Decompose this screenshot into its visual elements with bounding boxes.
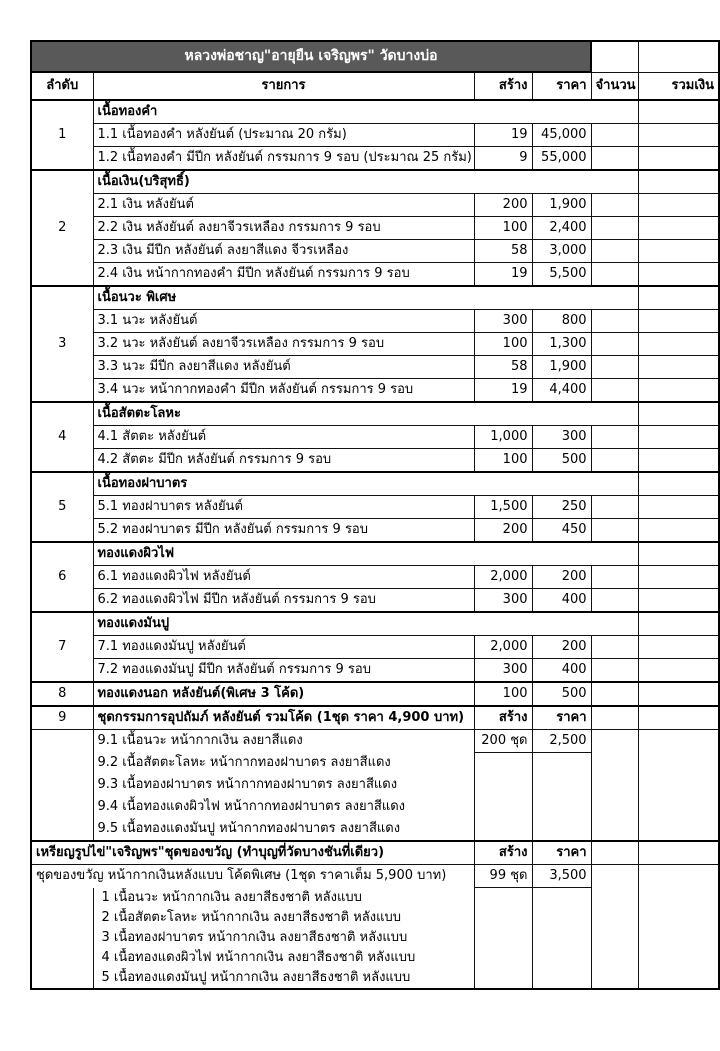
item-row — [31, 263, 719, 287]
made-cell: 200 — [474, 519, 532, 543]
total-cell — [638, 263, 719, 287]
category-row — [31, 841, 719, 865]
total-cell — [638, 865, 719, 989]
quantity-cell — [591, 682, 638, 706]
total-cell — [638, 41, 719, 72]
made-cell: 100 — [474, 449, 532, 473]
price-cell: 800 — [532, 310, 591, 333]
made-cell: 300 — [474, 659, 532, 683]
quantity-cell — [591, 124, 638, 147]
category-row — [31, 472, 719, 496]
total-cell — [638, 356, 719, 379]
made-cell: 1,000 — [474, 426, 532, 449]
total-cell — [638, 402, 719, 426]
price-cell: 500 — [532, 449, 591, 473]
category-row — [31, 170, 719, 194]
order-cell: 2 — [31, 170, 93, 286]
title-row — [31, 41, 719, 72]
price-cell: 5,500 — [532, 263, 591, 287]
category-cell: ทองแดงมันปู — [93, 612, 638, 636]
total-cell — [638, 706, 719, 730]
item-label-cell: 3.1 นวะ หลังยันต์ — [93, 310, 474, 333]
column-header: รวมเงิน — [638, 72, 719, 100]
column-header: สร้าง — [474, 72, 532, 100]
item-label-cell: 4.2 สัตตะ มีปีก หลังยันต์ กรรมการ 9 รอบ — [93, 449, 474, 473]
total-cell — [638, 472, 719, 496]
item-label-cell: 3.4 นวะ หน้ากากทองคำ มีปีก หลังยันต์ กรรมการ 9 รอบ — [93, 379, 474, 403]
total-cell — [638, 426, 719, 449]
made-cell: 99 ชุด — [474, 865, 532, 888]
item-label-cell: 7.1 ทองแดงมันปู หลังยันต์ — [93, 636, 474, 659]
order-cell — [31, 730, 93, 842]
order-cell — [31, 888, 93, 989]
item-row — [31, 636, 719, 659]
item-label-cell: 9.1 เนื้อนวะ หน้ากากเงิน ลงยาสีแดง 9.2 เนื้อสัตตะโลหะ หน้ากากทองฝาบาตร ลงยาสีแดง 9.3 เนื้อทองฝาบาตร หน้ากากทองฝาบาตร ลงยาสีแดง 9.4 เนื้อทองแดงผิวไฟ หน้ากากทองฝาบาตร ลงยาสีแดง 9.5 เนื้อทองแดงมันปู หน้ากากทองฝาบาตร ลงยาสีแดง — [93, 730, 474, 842]
item-label-cell: 1 เนื้อนวะ หน้ากากเงิน ลงยาสีธงชาติ หลังแบบ 2 เนื้อสัตตะโลหะ หน้ากากเงิน ลงยาสีธงชาติ หลังแบบ 3 เนื้อทองฝาบาตร หน้ากากเงิน ลงยาสีธงชาติ หลังแบบ 4 เนื้อทองแดงผิวไฟ หน้ากากเงิน ลงยาสีธงชาติ หลังแบบ 5 เนื้อทองแดงมันปู หน้ากากเงิน ลงยาสีธงชาติ หลังแบบ — [93, 888, 474, 989]
item-label-cell: 3.2 นวะ หลังยันต์ ลงยาจีวรเหลือง กรรมการ 9 รอบ — [93, 333, 474, 356]
quantity-cell — [591, 41, 638, 72]
price-header-cell: ราคา — [532, 841, 591, 865]
price-cell: 3,000 — [532, 240, 591, 263]
quantity-cell — [591, 865, 638, 989]
item-row — [31, 310, 719, 333]
order-cell: 4 — [31, 402, 93, 472]
item-label-cell: 7.2 ทองแดงมันปู มีปีก หลังยันต์ กรรมการ 9 รอบ — [93, 659, 474, 683]
category-row — [31, 706, 719, 730]
quantity-cell — [591, 449, 638, 473]
price-cell: 2,400 — [532, 217, 591, 240]
column-header: ราคา — [532, 72, 591, 100]
total-cell — [638, 333, 719, 356]
made-header-cell: สร้าง — [474, 706, 532, 730]
item-label-cell: 3.3 นวะ มีปีก ลงยาสีแดง หลังยันต์ — [93, 356, 474, 379]
item-row — [31, 589, 719, 613]
made-header-cell: สร้าง — [474, 841, 532, 865]
category-cell: เนื้อเงิน(บริสุทธิ์) — [93, 170, 638, 194]
quantity-cell — [591, 194, 638, 217]
total-cell — [638, 100, 719, 124]
quantity-cell — [591, 636, 638, 659]
price-cell: 45,000 — [532, 124, 591, 147]
price-cell: 450 — [532, 519, 591, 543]
total-cell — [638, 636, 719, 659]
category-row — [31, 286, 719, 310]
item-row — [31, 356, 719, 379]
total-cell — [638, 841, 719, 865]
price-cell: 1,900 — [532, 356, 591, 379]
made-cell: 19 — [474, 379, 532, 403]
total-cell — [638, 310, 719, 333]
item-label-cell: 1.1 เนื้อทองคำ หลังยันต์ (ประมาณ 20 กรัม) — [93, 124, 474, 147]
made-cell: 58 — [474, 356, 532, 379]
total-cell — [638, 566, 719, 589]
made-cell: 300 — [474, 310, 532, 333]
item-label-cell: 5.1 ทองฝาบาตร หลังยันต์ — [93, 496, 474, 519]
price-cell: 200 — [532, 566, 591, 589]
item-row — [31, 566, 719, 589]
item-label-cell: 2.1 เงิน หลังยันต์ — [93, 194, 474, 217]
price-cell: 500 — [532, 682, 591, 706]
quantity-cell — [591, 706, 638, 730]
column-header: จำนวน — [591, 72, 638, 100]
order-cell: 3 — [31, 286, 93, 402]
category-cell: เนื้อทองฝาบาตร — [93, 472, 638, 496]
price-cell: 1,300 — [532, 333, 591, 356]
made-cell: 1,500 — [474, 496, 532, 519]
item-label-cell: 4.1 สัตตะ หลังยันต์ — [93, 426, 474, 449]
item-label-cell: 5.2 ทองฝาบาตร มีปีก หลังยันต์ กรรมการ 9 รอบ — [93, 519, 474, 543]
total-cell — [638, 194, 719, 217]
order-cell: 5 — [31, 472, 93, 542]
price-cell: 4,400 — [532, 379, 591, 403]
made-cell: 58 — [474, 240, 532, 263]
item-row — [31, 194, 719, 217]
price-cell: 2,500 — [532, 730, 591, 753]
sheet-title: หลวงพ่อชาญ"อายุยืน เจริญพร" วัดบางบ่อ — [31, 41, 591, 72]
price-cell: 300 — [532, 426, 591, 449]
item-row — [31, 519, 719, 543]
made-cell: 100 — [474, 333, 532, 356]
quantity-cell — [591, 217, 638, 240]
total-cell — [638, 449, 719, 473]
item-label-cell: ชุดของขวัญ หน้ากากเงินหลังแบบ โค้ดพิเศษ (1ชุด ราคาเต็ม 5,900 บาท) — [31, 865, 474, 888]
section-title-cell: เหรียญรูปไข่"เจริญพร"ชุดของขวัญ (ทำบุญที่วัดบางชันที่เดียว) — [31, 841, 474, 865]
item-label-cell: 2.3 เงิน มีปีก หลังยันต์ ลงยาสีแดง จีวรเหลือง — [93, 240, 474, 263]
price-cell: 400 — [532, 589, 591, 613]
item-row — [31, 496, 719, 519]
quantity-cell — [591, 310, 638, 333]
column-header: รายการ — [93, 72, 474, 100]
total-cell — [638, 124, 719, 147]
total-cell — [638, 170, 719, 194]
item-row — [31, 865, 719, 888]
total-cell — [638, 612, 719, 636]
price-cell — [532, 888, 591, 989]
total-cell — [638, 286, 719, 310]
price-table — [30, 40, 720, 990]
total-cell — [638, 730, 719, 842]
made-cell: 200 ชุด — [474, 730, 532, 753]
price-cell — [532, 753, 591, 841]
total-cell — [638, 217, 719, 240]
category-row — [31, 402, 719, 426]
made-cell: 9 — [474, 147, 532, 171]
total-cell — [638, 542, 719, 566]
price-cell: 400 — [532, 659, 591, 683]
item-row — [31, 682, 719, 706]
item-row — [31, 379, 719, 403]
item-row — [31, 730, 719, 753]
total-cell — [638, 682, 719, 706]
item-label-cell: 6.2 ทองแดงผิวไฟ มีปีก หลังยันต์ กรรมการ 9 รอบ — [93, 589, 474, 613]
price-cell: 55,000 — [532, 147, 591, 171]
made-cell: 19 — [474, 124, 532, 147]
order-cell: 8 — [31, 682, 93, 706]
quantity-cell — [591, 519, 638, 543]
quantity-cell — [591, 147, 638, 171]
order-cell: 1 — [31, 100, 93, 170]
item-label-cell: 1.2 เนื้อทองคำ มีปีก หลังยันต์ กรรมการ 9 รอบ (ประมาณ 25 กรัม) — [93, 147, 474, 171]
made-cell: 2,000 — [474, 566, 532, 589]
made-cell: 300 — [474, 589, 532, 613]
item-label-cell: 2.4 เงิน หน้ากากทองคำ มีปีก หลังยันต์ กรรมการ 9 รอบ — [93, 263, 474, 287]
category-cell: เนื้อนวะ พิเศษ — [93, 286, 638, 310]
header-row — [31, 72, 719, 100]
quantity-cell — [591, 841, 638, 865]
total-cell — [638, 240, 719, 263]
price-cell: 250 — [532, 496, 591, 519]
quantity-cell — [591, 426, 638, 449]
category-cell: ชุดกรรมการอุปถัมภ์ หลังยันต์ รวมโค้ด (1ชุด ราคา 4,900 บาท) — [93, 706, 474, 730]
category-cell: เนื้อสัตตะโลหะ — [93, 402, 638, 426]
category-row — [31, 612, 719, 636]
total-cell — [638, 589, 719, 613]
made-cell — [474, 888, 532, 989]
quantity-cell — [591, 730, 638, 842]
category-cell: ทองแดงผิวไฟ — [93, 542, 638, 566]
item-row — [31, 333, 719, 356]
order-cell: 6 — [31, 542, 93, 612]
item-row — [31, 240, 719, 263]
quantity-cell — [591, 356, 638, 379]
total-cell — [638, 379, 719, 403]
quantity-cell — [591, 566, 638, 589]
quantity-cell — [591, 333, 638, 356]
category-cell: เนื้อทองคำ — [93, 100, 638, 124]
price-header-cell: ราคา — [532, 706, 591, 730]
price-cell: 3,500 — [532, 865, 591, 888]
category-row — [31, 100, 719, 124]
price-cell: 1,900 — [532, 194, 591, 217]
item-label-cell: 6.1 ทองแดงผิวไฟ หลังยันต์ — [93, 566, 474, 589]
made-cell: 19 — [474, 263, 532, 287]
total-cell — [638, 519, 719, 543]
item-label-cell: ทองแดงนอก หลังยันต์(พิเศษ 3 โค้ด) — [93, 682, 474, 706]
column-header: ลำดับ — [31, 72, 93, 100]
category-row — [31, 542, 719, 566]
made-cell: 200 — [474, 194, 532, 217]
order-cell: 7 — [31, 612, 93, 682]
item-row — [31, 659, 719, 683]
item-row — [31, 124, 719, 147]
quantity-cell — [591, 379, 638, 403]
made-cell: 2,000 — [474, 636, 532, 659]
made-cell: 100 — [474, 217, 532, 240]
made-cell — [474, 753, 532, 841]
quantity-cell — [591, 240, 638, 263]
order-cell: 9 — [31, 706, 93, 730]
total-cell — [638, 147, 719, 171]
item-row — [31, 449, 719, 473]
item-label-cell: 2.2 เงิน หลังยันต์ ลงยาจีวรเหลือง กรรมการ 9 รอบ — [93, 217, 474, 240]
quantity-cell — [591, 496, 638, 519]
total-cell — [638, 659, 719, 683]
item-row — [31, 426, 719, 449]
item-row — [31, 217, 719, 240]
quantity-cell — [591, 263, 638, 287]
made-cell: 100 — [474, 682, 532, 706]
item-row — [31, 147, 719, 171]
total-cell — [638, 496, 719, 519]
quantity-cell — [591, 589, 638, 613]
quantity-cell — [591, 659, 638, 683]
price-cell: 200 — [532, 636, 591, 659]
